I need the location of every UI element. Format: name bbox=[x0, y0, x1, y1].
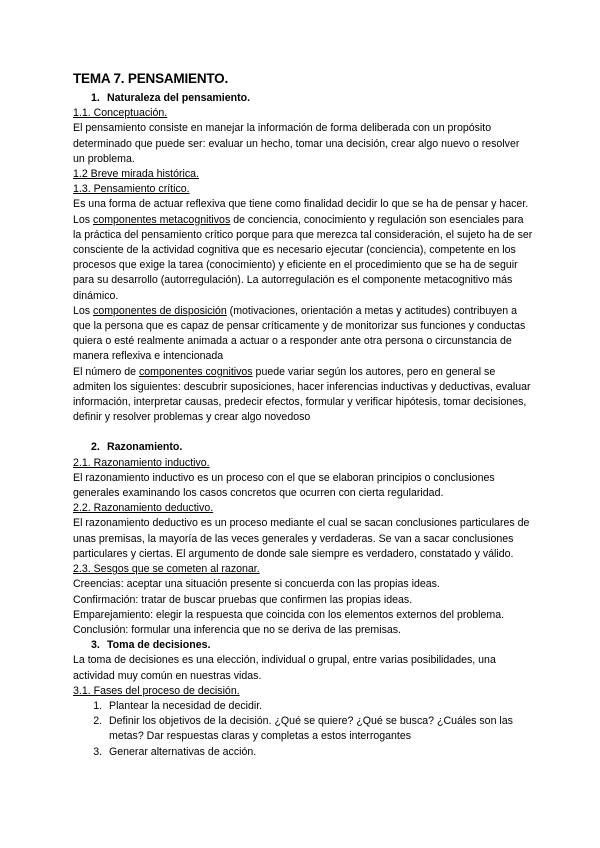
underlined-term: componentes metacognitivos bbox=[93, 213, 231, 226]
text-run: Los bbox=[73, 304, 94, 317]
section-title: Naturaleza del pensamiento. bbox=[107, 92, 251, 104]
section-number: 1. bbox=[91, 92, 100, 104]
section-title: Toma de decisiones. bbox=[107, 639, 211, 652]
subsection-title: 1.3. Pensamiento crítico. bbox=[73, 183, 190, 196]
paragraph bbox=[73, 365, 533, 426]
phases-list bbox=[73, 699, 533, 760]
text-run: Los bbox=[73, 213, 94, 226]
section-heading-2 bbox=[73, 440, 533, 455]
paragraph: La toma de decisiones es una elección, individual o grupal, entre varias posibilidades, una actividad muy común en nuestras vidas. bbox=[73, 654, 496, 682]
paragraph: Es una forma de actuar reflexiva que tiene como finalidad decidir lo que se ha de pensar y hacer. bbox=[73, 198, 529, 211]
bias-line: Confirmación: tratar de buscar pruebas que confirmen las propias ideas. bbox=[73, 593, 413, 606]
spacer bbox=[73, 425, 533, 440]
underlined-term: componentes de disposición bbox=[93, 304, 227, 317]
list-item: 2. Definir los objetivos de la decisión. ¿Qué se quiere? ¿Qué se busca? ¿Cuáles son las metas? Dar respuestas claras y completas a estos interrogantes bbox=[105, 714, 533, 744]
paragraph: El razonamiento inductivo es un proceso con el que se elaboran principios o conclusiones generales examinando los casos concretos que ocurren con cierta regularidad. bbox=[73, 471, 495, 500]
text-run: (motivaciones, orientación a metas y actitudes) contribuyen a que la persona que es capaz de pensar críticamente y de monitorizar sus funciones y conductas quiera o esté realmente animada a actuar o a responder ante otra persona o circunstancia de manera reflexiva e intencionada bbox=[73, 304, 526, 363]
section-heading-1 bbox=[73, 91, 533, 106]
list-item: 3. Generar alternativas de acción. bbox=[105, 745, 533, 760]
section-number: 3. bbox=[91, 639, 100, 652]
text-run: puede variar según los autores, pero en general se admiten los siguientes: descubrir suposiciones, hacer inferencias inductivas y deductivas, evaluar información, interpretar causas, predecir efectos, formular y verificar hipótesis, tomar decisiones, definir y resolver problemas y crear algo novedoso bbox=[73, 365, 531, 424]
subsection-title: 3.1. Fases del proceso de decisión. bbox=[73, 684, 240, 697]
subsection-title: 1.1. Conceptuación. bbox=[73, 107, 168, 120]
bias-line: Conclusión: formular una inferencia que no se deriva de las premisas. bbox=[73, 623, 401, 636]
list-item: 1. Plantear la necesidad de decidir. bbox=[105, 699, 533, 714]
underlined-term: componentes cognitivos bbox=[138, 365, 253, 378]
subsection-title: 2.1. Razonamiento inductivo. bbox=[73, 456, 210, 469]
bias-line: Emparejamiento: elegir la respuesta que coincida con los elementos externos del problema. bbox=[73, 608, 505, 621]
subsection-title: 2.2. Razonamiento deductivo. bbox=[73, 502, 214, 515]
subsection-title: 1.2 Breve mirada histórica. bbox=[73, 168, 200, 181]
text-run: de conciencia, conocimiento y regulación son esenciales para la práctica del pensamiento crítico porque para que merezca tal consideración, el sujeto ha de ser consciente de la actividad cognitiva que es necesario ejecutar (conciencia), competente en los procesos que exige la tarea (conocimiento) y eficiente en el procedimiento que se ha de seguir para su desarrollo (autorregulación). La autorregulación es el componente metacognitivo más dinámico. bbox=[73, 213, 533, 302]
section-title: Razonamiento. bbox=[107, 441, 183, 454]
document-body bbox=[73, 71, 533, 760]
paragraph bbox=[73, 213, 533, 304]
paragraph bbox=[73, 304, 533, 365]
page-title: TEMA 7. PENSAMIENTO. bbox=[73, 71, 229, 86]
text-run: El número de bbox=[73, 365, 139, 378]
section-number: 2. bbox=[91, 441, 100, 454]
subsection-title: 2.3. Sesgos que se cometen al razonar. bbox=[73, 563, 260, 576]
paragraph: El razonamiento deductivo es un proceso mediante el cual se sacan conclusiones particulares de unas premisas, la mayoría de las veces generales y verdaderas. Se van a sacar conclusiones particulares y ciertas. El argumento de donde sale siempre es verdadero, constatado y válido. bbox=[73, 517, 530, 560]
bias-line: Creencias: aceptar una situación presente si concuerda con las propias ideas. bbox=[73, 578, 440, 591]
paragraph: El pensamiento consiste en manejar la información de forma deliberada con un propósito determinado que puede ser: evaluar un hecho, tomar una decisión, crear algo nuevo o resolver un problema. bbox=[73, 122, 520, 165]
section-heading-3 bbox=[73, 638, 533, 653]
